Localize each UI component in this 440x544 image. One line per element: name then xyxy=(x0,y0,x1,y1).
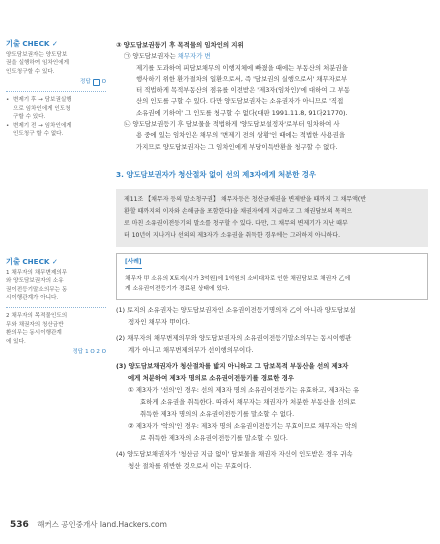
answer-row xyxy=(6,78,106,87)
check-title: 기출 CHECK ✓ xyxy=(6,39,58,48)
bullet-line: • 변제기 후 → 담보권실행 xyxy=(13,96,72,103)
case-box xyxy=(116,253,428,300)
list-line: 에게 처분하여 제3자 명의로 소유권이전등기를 경료한 경우 xyxy=(128,374,294,382)
check-item-line: 시이행관계가 아니다. xyxy=(6,295,59,302)
list-line: ① 제3자가 '선의'인 경우: 선의 제3자 명의 소유권이전등기는 유효하고, 제3자는 유 xyxy=(128,386,360,394)
answer-row xyxy=(6,348,106,357)
check-body-line: 인도청구할 수 있다. xyxy=(6,68,55,75)
page-footer xyxy=(10,519,167,530)
list-line: (1) 토지의 소유권자는 양도담보권자인 소유권이전등기명의자 乙이 아니라 양도담보설 xyxy=(116,306,356,314)
list-line: 계가 아니고 채무변제의무가 선이행의무이다. xyxy=(128,346,254,354)
paragraph-line: 산의 인도를 구할 수 있다. 다만 양도담보권자는 소유권자가 아니므로 '직접 xyxy=(136,97,344,106)
list-line: 취득한 제3자 명의의 소유권이전등기를 말소할 수 없다. xyxy=(140,410,295,418)
page-number: 536 xyxy=(10,520,29,530)
check-item-line: 무와 채권자의 청산금반 xyxy=(6,321,64,328)
case-line: 게 소유권이전등기가 경료된 상태에 있다. xyxy=(125,286,230,292)
footer-text: 해커스 공인중개사 land.Hackers.com xyxy=(37,520,167,529)
law-line: 로 마친 소유권이전등기의 말소를 청구할 수 있다. 다만, 그 채무의 변제기가 지난 때부 xyxy=(124,220,348,227)
paragraph-line: 터 적법하게 목적부동산의 점유를 이전받은 '제3자(임차인)'에 대하여 그 부동 xyxy=(136,86,351,95)
bullet-note xyxy=(6,96,106,122)
paragraph-line: ㉡ 양도담보권등기 후 담보물을 적법하게 '양도담보설정자'로부터 임차하여 사 xyxy=(124,120,340,129)
main-content xyxy=(116,40,428,153)
answer-label: 정답 xyxy=(72,349,84,356)
check-item-line: 1 채무자의 채무변제의무 xyxy=(6,269,68,276)
bullet-line: 인도청구 할 수 없다. xyxy=(13,131,64,138)
check-body-line: 양도담보권자는 양도담보 xyxy=(6,51,68,58)
bullet-line: 으로 임차인에게 인도청 xyxy=(13,105,71,112)
list-line: (3) 양도담보채권자가 청산절차를 밟지 아니하고 그 담보목적 부동산을 선의 제3자 xyxy=(116,362,349,370)
law-box xyxy=(116,189,428,247)
list-line: 정자인 채무자 甲이다. xyxy=(128,318,190,326)
law-line: 환할 때까지의 이자와 손해금을 포함한다)을 채권자에게 지급하고 그 채권담보의 목적으 xyxy=(124,208,353,215)
law-line: 제11조 【채무자 등의 말소청구권】 채무자등은 청산금채권을 변제받을 때까지 그 채무액(반 xyxy=(124,196,367,203)
check-body-line: 권을 실행하여 임차인에게 xyxy=(6,60,69,67)
check-item-line: 환의무는 동시이행관계 xyxy=(6,330,62,337)
check-title: 기출 CHECK ✓ xyxy=(6,256,58,266)
list-line: 로 취득한 제3자의 소유권이전등기를 말소할 수 있다. xyxy=(140,434,288,442)
paragraph-line: 소유권에 기하여' 그 인도를 청구할 수 없다(대판 1991.11.8, 91다21770). xyxy=(136,108,348,117)
divider xyxy=(6,307,106,308)
paragraph-line: 용 중에 있는 임차인은 채무의 '변제기 전의 상황'인 때에는 적법한 사용권을 xyxy=(136,131,346,140)
numbered-list xyxy=(116,304,428,472)
paragraph-line: 행사하기 위한 환가절차의 일환으로서, 즉 '담보권의 실행으로서' 채무자로부 xyxy=(136,74,348,83)
case-line: 채무자 甲 소유의 X토지(시가 3억원)에 1억원의 소비대차로 인한 채권담보로 채권자 乙에 xyxy=(125,276,351,282)
paragraph-line: 가지므로 양도담보권자는 그 임차인에게 부당이득반환을 청구할 수 없다. xyxy=(136,142,338,151)
list-line: 청산 절차를 위반한 것으로서 이는 무효이다. xyxy=(128,462,252,470)
list-line: ② 제3자가 '악의'인 경우: 제3자 명의 소유권이전등기는 무효이므로 채무자는 악의 xyxy=(128,422,358,430)
answer-box xyxy=(93,79,100,86)
bullet-line: • 변제기 전 → 임차인에게 xyxy=(13,122,72,129)
case-tag: [사례] xyxy=(125,257,142,269)
subheading: ③ 양도담보권등기 후 목적물의 임차인의 지위 xyxy=(116,41,244,49)
bullet-note xyxy=(6,122,106,139)
check-item-line: 에 있다. xyxy=(6,338,26,345)
sidebar-notes xyxy=(6,40,106,357)
check-item-line: 2 채무자의 목적물인도의 xyxy=(6,312,68,319)
bullet-line: 구할 수 있다. xyxy=(13,114,46,121)
paragraph-prefix: ㉠ 양도담보권자는 xyxy=(124,52,178,61)
check-item-line: 와 양도담보권자의 소유 xyxy=(6,278,64,285)
answer-label: 정답 xyxy=(80,79,91,86)
law-line: 터 10년이 지나거나 선의의 제3자가 소유권을 취득한 경우에는 그러하지 아니하다. xyxy=(124,232,340,239)
list-line: 효하게 소유권을 취득한다. 따라서 채무자는 채권자가 처분한 부동산을 선의로 xyxy=(140,398,356,406)
answer-value: 1 O 2 O xyxy=(85,349,106,356)
check-item-line: 권이전등기말소의무는 동 xyxy=(6,286,68,293)
paragraph-line: 제기를 도과하여 피담보채무의 이행지체에 빠졌을 때에는 부동산의 처분권을 xyxy=(136,63,348,72)
answer-value: O xyxy=(101,79,106,86)
highlight-text: 채무자가 변 xyxy=(177,52,211,61)
spacer xyxy=(6,139,106,258)
paragraph-line xyxy=(116,51,428,62)
list-line: (4) 양도담보채권자가 '청산금 지급 없이' 담보물을 채권자 자신이 인도받은 경우 귀속 xyxy=(116,450,353,458)
divider xyxy=(6,91,106,92)
section-heading: 3. 양도담보권자가 청산절차 없이 선의 제3자에게 처분한 경우 xyxy=(116,170,316,179)
list-line: (2) 채무자의 채무변제의무와 양도담보권자의 소유권이전등기말소의무는 동시이행관 xyxy=(116,334,352,342)
